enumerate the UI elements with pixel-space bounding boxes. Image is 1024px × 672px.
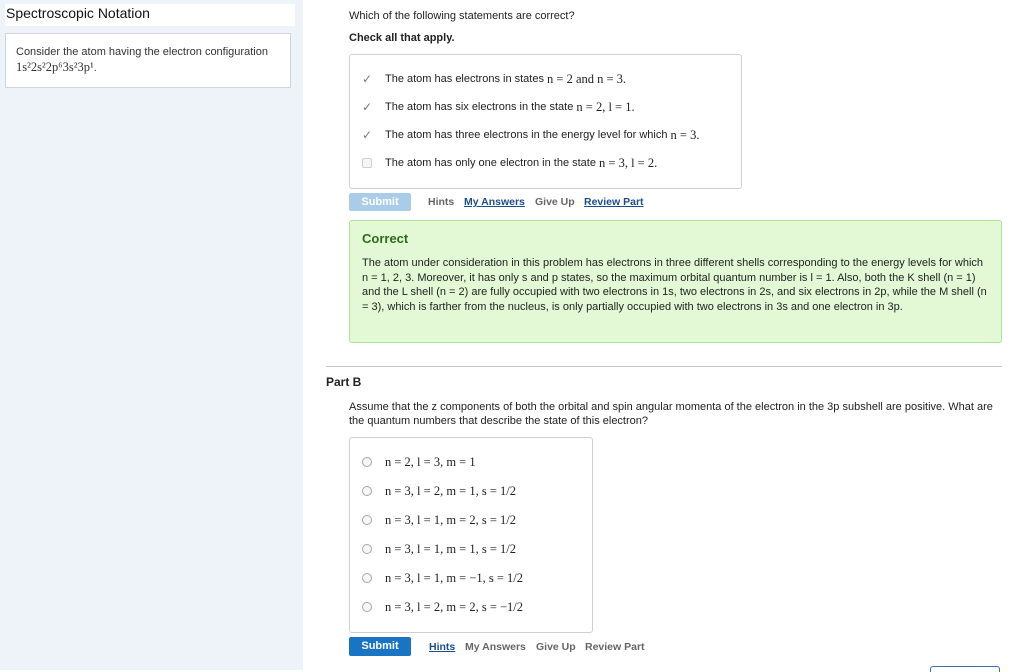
option-text: The atom has three electrons in the energy level for which: [385, 129, 668, 141]
part-a-give-up-link[interactable]: Give Up: [535, 196, 575, 208]
part-b-submit-button[interactable]: Submit: [349, 637, 411, 656]
option-radio-6[interactable]: [362, 599, 523, 615]
part-a-submit-button[interactable]: Submit: [349, 193, 411, 211]
option-radio-2[interactable]: [362, 483, 516, 499]
part-a-my-answers-link[interactable]: My Answers: [464, 196, 525, 208]
option-math: n = 3.: [670, 127, 700, 142]
option-radio-1[interactable]: [362, 454, 476, 470]
option-math: n = 3, l = 2, m = 2, s = −1/2: [385, 599, 524, 614]
part-a-hints-link[interactable]: Hints: [428, 196, 455, 208]
part-b-question: Assume that the z components of both the orbital and spin angular momenta of the electron in the 3p subshell are positive. What are the quantum numbers that describe the state of this electron?: [349, 401, 993, 427]
option-checkbox-1[interactable]: [362, 71, 626, 87]
option-math: n = 3, l = 2, m = 1, s = 1/2: [385, 483, 516, 498]
checkmark-icon: ✓: [361, 100, 373, 114]
part-b-hints-link[interactable]: Hints: [429, 641, 456, 653]
part-b-review-part-link[interactable]: Review Part: [585, 641, 645, 653]
option-math: n = 2 and n = 3.: [547, 71, 627, 86]
option-radio-3[interactable]: [362, 512, 516, 528]
problem-intro: [5, 33, 291, 88]
part-b-heading: Part B: [326, 375, 362, 389]
option-math: n = 3, l = 2.: [599, 155, 658, 170]
radio-icon: [362, 573, 372, 583]
option-checkbox-2[interactable]: [362, 99, 635, 115]
sidebar: [0, 0, 303, 670]
option-checkbox-3[interactable]: [362, 127, 699, 143]
radio-icon: [362, 544, 372, 554]
option-math: n = 3, l = 1, m = 1, s = 1/2: [385, 541, 516, 556]
part-divider: [326, 366, 1002, 367]
part-a-question: Which of the following statements are correct?: [349, 10, 575, 22]
part-b-my-answers-link[interactable]: My Answers: [465, 641, 526, 653]
part-a-review-part-link[interactable]: Review Part: [584, 196, 644, 208]
part-a-instruction: Check all that apply.: [349, 32, 455, 44]
option-text: The atom has only one electron in the state: [385, 157, 596, 169]
partial-button-edge[interactable]: [930, 666, 1000, 672]
feedback-title: Correct: [362, 231, 409, 246]
option-math: n = 3, l = 1, m = 2, s = 1/2: [385, 512, 516, 527]
correct-feedback: [349, 220, 1002, 343]
radio-icon: [362, 515, 372, 525]
option-math: n = 3, l = 1, m = −1, s = 1/2: [385, 570, 524, 585]
page-title: Spectroscopic Notation: [5, 4, 295, 26]
option-text: The atom has electrons in states: [385, 73, 544, 85]
empty-checkbox-icon: [362, 158, 372, 168]
radio-icon: [362, 486, 372, 496]
checkmark-icon: ✓: [361, 128, 373, 142]
option-radio-4[interactable]: [362, 541, 516, 557]
feedback-body: The atom under consideration in this problem has electrons in three different shells corresponding to the energy levels for which n = 1, 2, 3. Moreover, it has only s and p states, so the maximum orbital quantum number is l = 1. Also, both the K shell (n = 1) and the L shell (n = 2) are fully occupied with two electrons in 1s, two electrons in 2s, and six electrons in 2p, while the M shell (n = 3), which is farther from the nucleus, is only partially occupied with two electrons in 3s and one electron in 3p.: [362, 257, 987, 313]
option-math: n = 2, l = 1.: [576, 99, 635, 114]
option-checkbox-4[interactable]: [362, 155, 657, 171]
radio-icon: [362, 457, 372, 467]
radio-icon: [362, 602, 372, 612]
intro-period: .: [93, 62, 97, 74]
option-text: The atom has six electrons in the state: [385, 101, 574, 113]
electron-configuration: 1s²2s²2p⁶3s²3p¹: [16, 60, 94, 74]
part-b-give-up-link[interactable]: Give Up: [536, 641, 576, 653]
part-b-options: [349, 437, 593, 633]
intro-text: Consider the atom having the electron configuration: [16, 46, 268, 58]
option-math: n = 2, l = 3, m = 1: [385, 454, 476, 469]
part-a-options: [349, 54, 742, 189]
checkmark-icon: ✓: [361, 72, 373, 86]
option-radio-5[interactable]: [362, 570, 523, 586]
